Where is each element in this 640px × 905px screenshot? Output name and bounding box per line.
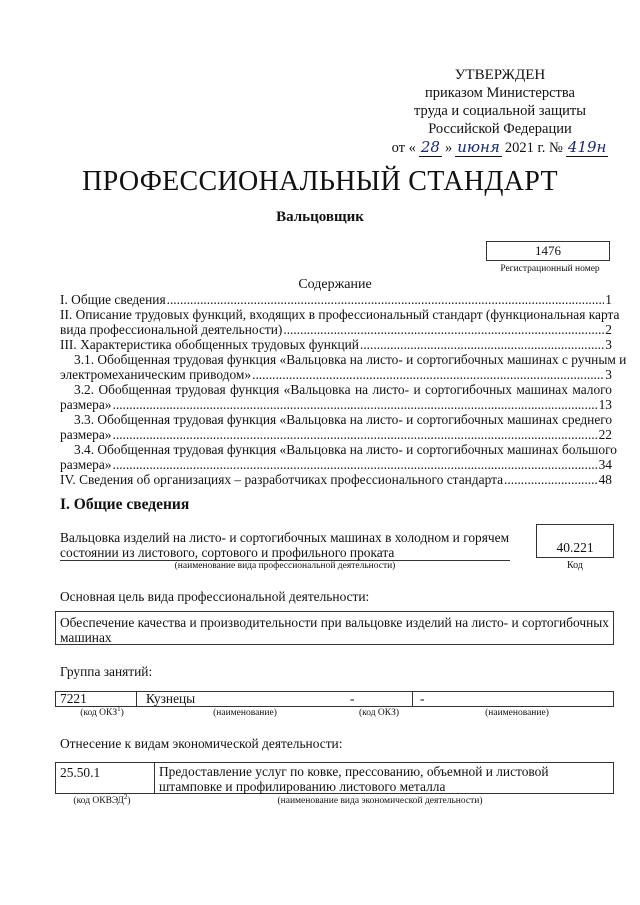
toc-item-1[interactable]: I. Общие сведения ..... 1	[60, 292, 612, 307]
document-subtitle: Вальцовщик	[276, 209, 364, 225]
toc-item-3-2-line1[interactable]: 3.2. Обобщенная трудовая функция «Вальцовка на листо- и сортогибочных машинах малого	[74, 382, 612, 397]
toc-item-3-2-line2[interactable]: размера» ..... 13	[60, 397, 612, 412]
toc-item-3-4-line1[interactable]: 3.4. Обобщенная трудовая функция «Вальцовка на листо- и сортогибочных машинах большого	[74, 442, 617, 457]
order-month-handwritten: июня	[457, 138, 500, 156]
approval-line-3: труда и социальной защиты	[414, 103, 586, 119]
goal-box: Обеспечение качества и производительности при вальцовке изделий на листо- и сортогибочных машинах	[55, 611, 614, 645]
econ-label: Отнесение к видам экономической деятельности:	[60, 736, 343, 751]
econ-caption-desc: (наименование вида экономической деятельности)	[277, 796, 483, 806]
econ-caption-code: (код ОКВЭД$^2$)	[73, 792, 131, 806]
econ-code: 25.50.1	[60, 765, 101, 780]
approval-line-4: Российской Федерации	[428, 121, 572, 137]
group-code-2: -	[350, 691, 355, 706]
group-caption-code-1: (код ОКЗ$^1$)	[80, 704, 124, 718]
table-of-contents	[60, 292, 627, 487]
group-caption-name-2: (наименование)	[485, 708, 549, 718]
toc-item-3-1-line1[interactable]: 3.1. Обобщенная трудовая функция «Вальцовка на листо- и сортогибочных машинах с ручным и	[74, 352, 627, 367]
toc-item-4[interactable]: IV. Сведения об организациях – разработчиках профессионального стандарта ..... 48	[60, 472, 612, 487]
section-1-heading: I. Общие сведения	[60, 496, 190, 513]
group-label: Группа занятий:	[60, 664, 153, 679]
toc-title: Содержание	[298, 277, 372, 292]
document-title: ПРОФЕССИОНАЛЬНЫЙ СТАНДАРТ	[82, 166, 558, 197]
group-code-1: 7221	[60, 691, 87, 706]
group-caption-name-1: (наименование)	[213, 708, 277, 718]
approval-heading: УТВЕРЖДЕН	[454, 67, 546, 83]
toc-item-3-4-line2[interactable]: размера» ..... 34	[60, 457, 612, 472]
approval-block	[380, 66, 620, 157]
occupation-code-label: Код	[567, 560, 583, 571]
occupation-name: Вальцовка изделий на листо- и сортогибочных машинах в холодном и горячем состоянии из листового, сортового и профильного проката	[60, 530, 510, 560]
order-day-handwritten: 28	[420, 138, 440, 156]
group-divider-1	[136, 692, 137, 706]
group-name-2: -	[420, 691, 425, 706]
registration-number-label: Регистрационный номер	[500, 264, 600, 274]
toc-item-2-line2[interactable]: вида профессиональной деятельности) ..... 2	[60, 322, 612, 337]
econ-divider	[154, 763, 155, 793]
order-number-handwritten: 419н	[567, 138, 607, 156]
approval-line-2: приказом Министерства	[425, 85, 575, 101]
occupation-code-box: 40.221	[536, 524, 614, 558]
toc-item-3-1-line2[interactable]: электромеханическим приводом» ..... 3	[60, 367, 612, 382]
group-name-1: Кузнецы	[146, 691, 196, 706]
goal-label: Основная цель вида профессиональной деятельности:	[60, 589, 370, 604]
registration-number-box: 1476	[486, 241, 610, 261]
order-prefix: от «	[391, 140, 416, 156]
order-mid: »	[444, 140, 453, 156]
group-caption-code-2: (код ОКЗ)	[358, 708, 400, 718]
order-year: 2021 г. №	[504, 140, 563, 156]
toc-item-3-3-line2[interactable]: размера» ..... 22	[60, 427, 612, 442]
toc-item-3[interactable]: III. Характеристика обобщенных трудовых функций ..... 3	[60, 337, 612, 352]
toc-item-3-3-line1[interactable]: 3.3. Обобщенная трудовая функция «Вальцовка на листо- и сортогибочных машинах среднего	[74, 412, 613, 427]
occupation-caption: (наименование вида профессиональной деятельности)	[174, 561, 396, 571]
order-date-line	[380, 138, 620, 157]
econ-activity-table	[55, 762, 614, 794]
toc-item-2-line1[interactable]: II. Описание трудовых функций, входящих в профессиональный стандарт (функциональная карта	[60, 307, 620, 322]
group-divider-2	[412, 692, 413, 706]
econ-description: Предоставление услуг по ковке, прессованию, объемной и листовой штамповке и профилированию листового металла	[159, 764, 549, 794]
occupation-group-table	[55, 691, 614, 707]
